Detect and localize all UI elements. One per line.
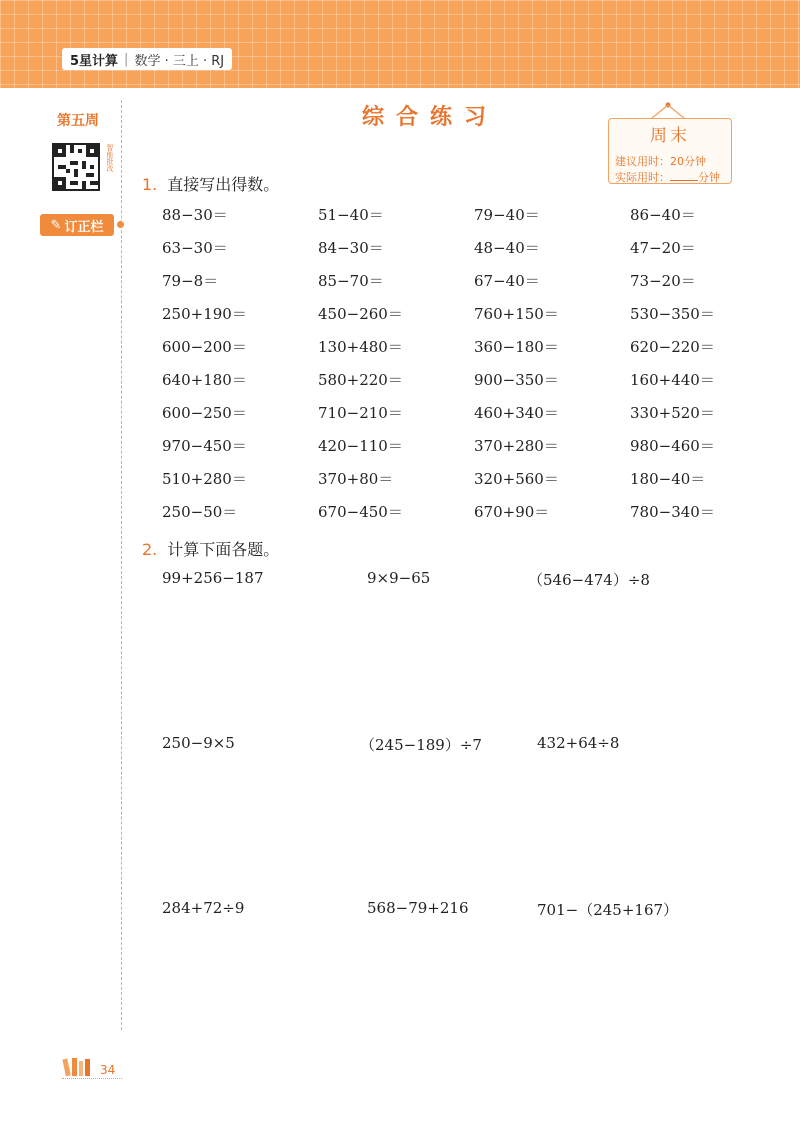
quick-calc-item: 84−30＝ bbox=[318, 239, 384, 257]
quick-calc-item: 900−350＝ bbox=[474, 371, 559, 389]
quick-calc-item: 620−220＝ bbox=[630, 338, 715, 356]
actual-time-prefix: 实际用时： bbox=[615, 171, 670, 184]
footer-divider bbox=[62, 1078, 122, 1079]
calc-problem: 250−9×5 bbox=[162, 734, 235, 752]
quick-calc-item: 48−40＝ bbox=[474, 239, 540, 257]
calc-problem: 701−（245+167） bbox=[537, 901, 679, 919]
quick-calc-item: 510+280＝ bbox=[162, 470, 247, 488]
correction-margin-line bbox=[121, 100, 122, 1030]
quick-calc-item: 670+90＝ bbox=[474, 503, 550, 521]
calc-problem: 568−79+216 bbox=[367, 899, 469, 917]
quick-calc-item: 51−40＝ bbox=[318, 206, 384, 224]
pencil-icon: ✎ bbox=[50, 217, 62, 233]
quick-calc-grid bbox=[162, 203, 742, 533]
quick-calc-item: 600−200＝ bbox=[162, 338, 247, 356]
quick-calc-item: 63−30＝ bbox=[162, 239, 228, 257]
quick-calc-item: 580+220＝ bbox=[318, 371, 403, 389]
actual-time-blank[interactable] bbox=[670, 170, 698, 181]
book-subject: 数学 · 三上 · RJ bbox=[134, 53, 225, 69]
correction-tag bbox=[40, 214, 114, 236]
calc-problem: 9×9−65 bbox=[367, 569, 431, 587]
suggested-time: 建议用时：20分钟 bbox=[615, 155, 706, 168]
quick-calc-item: 330+520＝ bbox=[630, 404, 715, 422]
header-separator: | bbox=[124, 51, 129, 67]
quick-calc-item: 980−460＝ bbox=[630, 437, 715, 455]
qr-caption: 智能批改 bbox=[106, 144, 114, 172]
page-title: 综合练习 bbox=[361, 105, 498, 130]
section-2-title: 计算下面各题。 bbox=[167, 540, 280, 559]
quick-calc-item: 79−40＝ bbox=[474, 206, 540, 224]
section-1-title: 直接写出得数。 bbox=[167, 175, 280, 194]
quick-calc-item: 250−50＝ bbox=[162, 503, 238, 521]
section-1-heading bbox=[142, 172, 279, 195]
quick-calc-item: 420−110＝ bbox=[318, 437, 403, 455]
quick-calc-item: 79−8＝ bbox=[162, 272, 219, 290]
header-tag bbox=[62, 48, 232, 70]
header-band bbox=[0, 0, 800, 88]
section-2-heading bbox=[142, 537, 279, 560]
quick-calc-item: 130+480＝ bbox=[318, 338, 403, 356]
quick-calc-item: 85−70＝ bbox=[318, 272, 384, 290]
calc-problem: 99+256−187 bbox=[162, 569, 264, 587]
quick-calc-item: 47−20＝ bbox=[630, 239, 696, 257]
quick-calc-item: 180−40＝ bbox=[630, 470, 706, 488]
actual-time bbox=[615, 169, 720, 185]
quick-calc-item: 710−210＝ bbox=[318, 404, 403, 422]
calc-problem: （546−474）÷8 bbox=[528, 571, 650, 589]
quick-calc-item: 760+150＝ bbox=[474, 305, 559, 323]
quick-calc-item: 73−20＝ bbox=[630, 272, 696, 290]
quick-calc-item: 88−30＝ bbox=[162, 206, 228, 224]
quick-calc-item: 86−40＝ bbox=[630, 206, 696, 224]
quick-calc-item: 360−180＝ bbox=[474, 338, 559, 356]
quick-calc-item: 670−450＝ bbox=[318, 503, 403, 521]
quick-calc-item: 780−340＝ bbox=[630, 503, 715, 521]
calc-problem: 432+64÷8 bbox=[537, 734, 620, 752]
quick-calc-item: 600−250＝ bbox=[162, 404, 247, 422]
quick-calc-item: 250+190＝ bbox=[162, 305, 247, 323]
section-2-number: 2. bbox=[142, 540, 158, 559]
calc-problem: （245−189）÷7 bbox=[360, 736, 482, 754]
weekend-title: 周末 bbox=[650, 126, 690, 146]
qr-code-icon[interactable] bbox=[52, 143, 100, 191]
quick-calc-item: 450−260＝ bbox=[318, 305, 403, 323]
books-icon bbox=[62, 1055, 96, 1077]
quick-calc-item: 67−40＝ bbox=[474, 272, 540, 290]
weekend-time-card bbox=[608, 118, 732, 184]
actual-time-suffix: 分钟 bbox=[698, 171, 720, 184]
section-1-number: 1. bbox=[142, 175, 158, 194]
quick-calc-item: 320+560＝ bbox=[474, 470, 559, 488]
quick-calc-item: 640+180＝ bbox=[162, 371, 247, 389]
quick-calc-item: 530−350＝ bbox=[630, 305, 715, 323]
quick-calc-item: 160+440＝ bbox=[630, 371, 715, 389]
quick-calc-item: 370+280＝ bbox=[474, 437, 559, 455]
quick-calc-item: 370+80＝ bbox=[318, 470, 394, 488]
week-label: 第五周 bbox=[57, 113, 99, 129]
page-number: 34 bbox=[100, 1063, 116, 1077]
quick-calc-item: 460+340＝ bbox=[474, 404, 559, 422]
correction-label: 订正栏 bbox=[64, 219, 104, 235]
book-brand: 5星计算 bbox=[70, 53, 119, 69]
quick-calc-item: 970−450＝ bbox=[162, 437, 247, 455]
calc-problem: 284+72÷9 bbox=[162, 899, 245, 917]
